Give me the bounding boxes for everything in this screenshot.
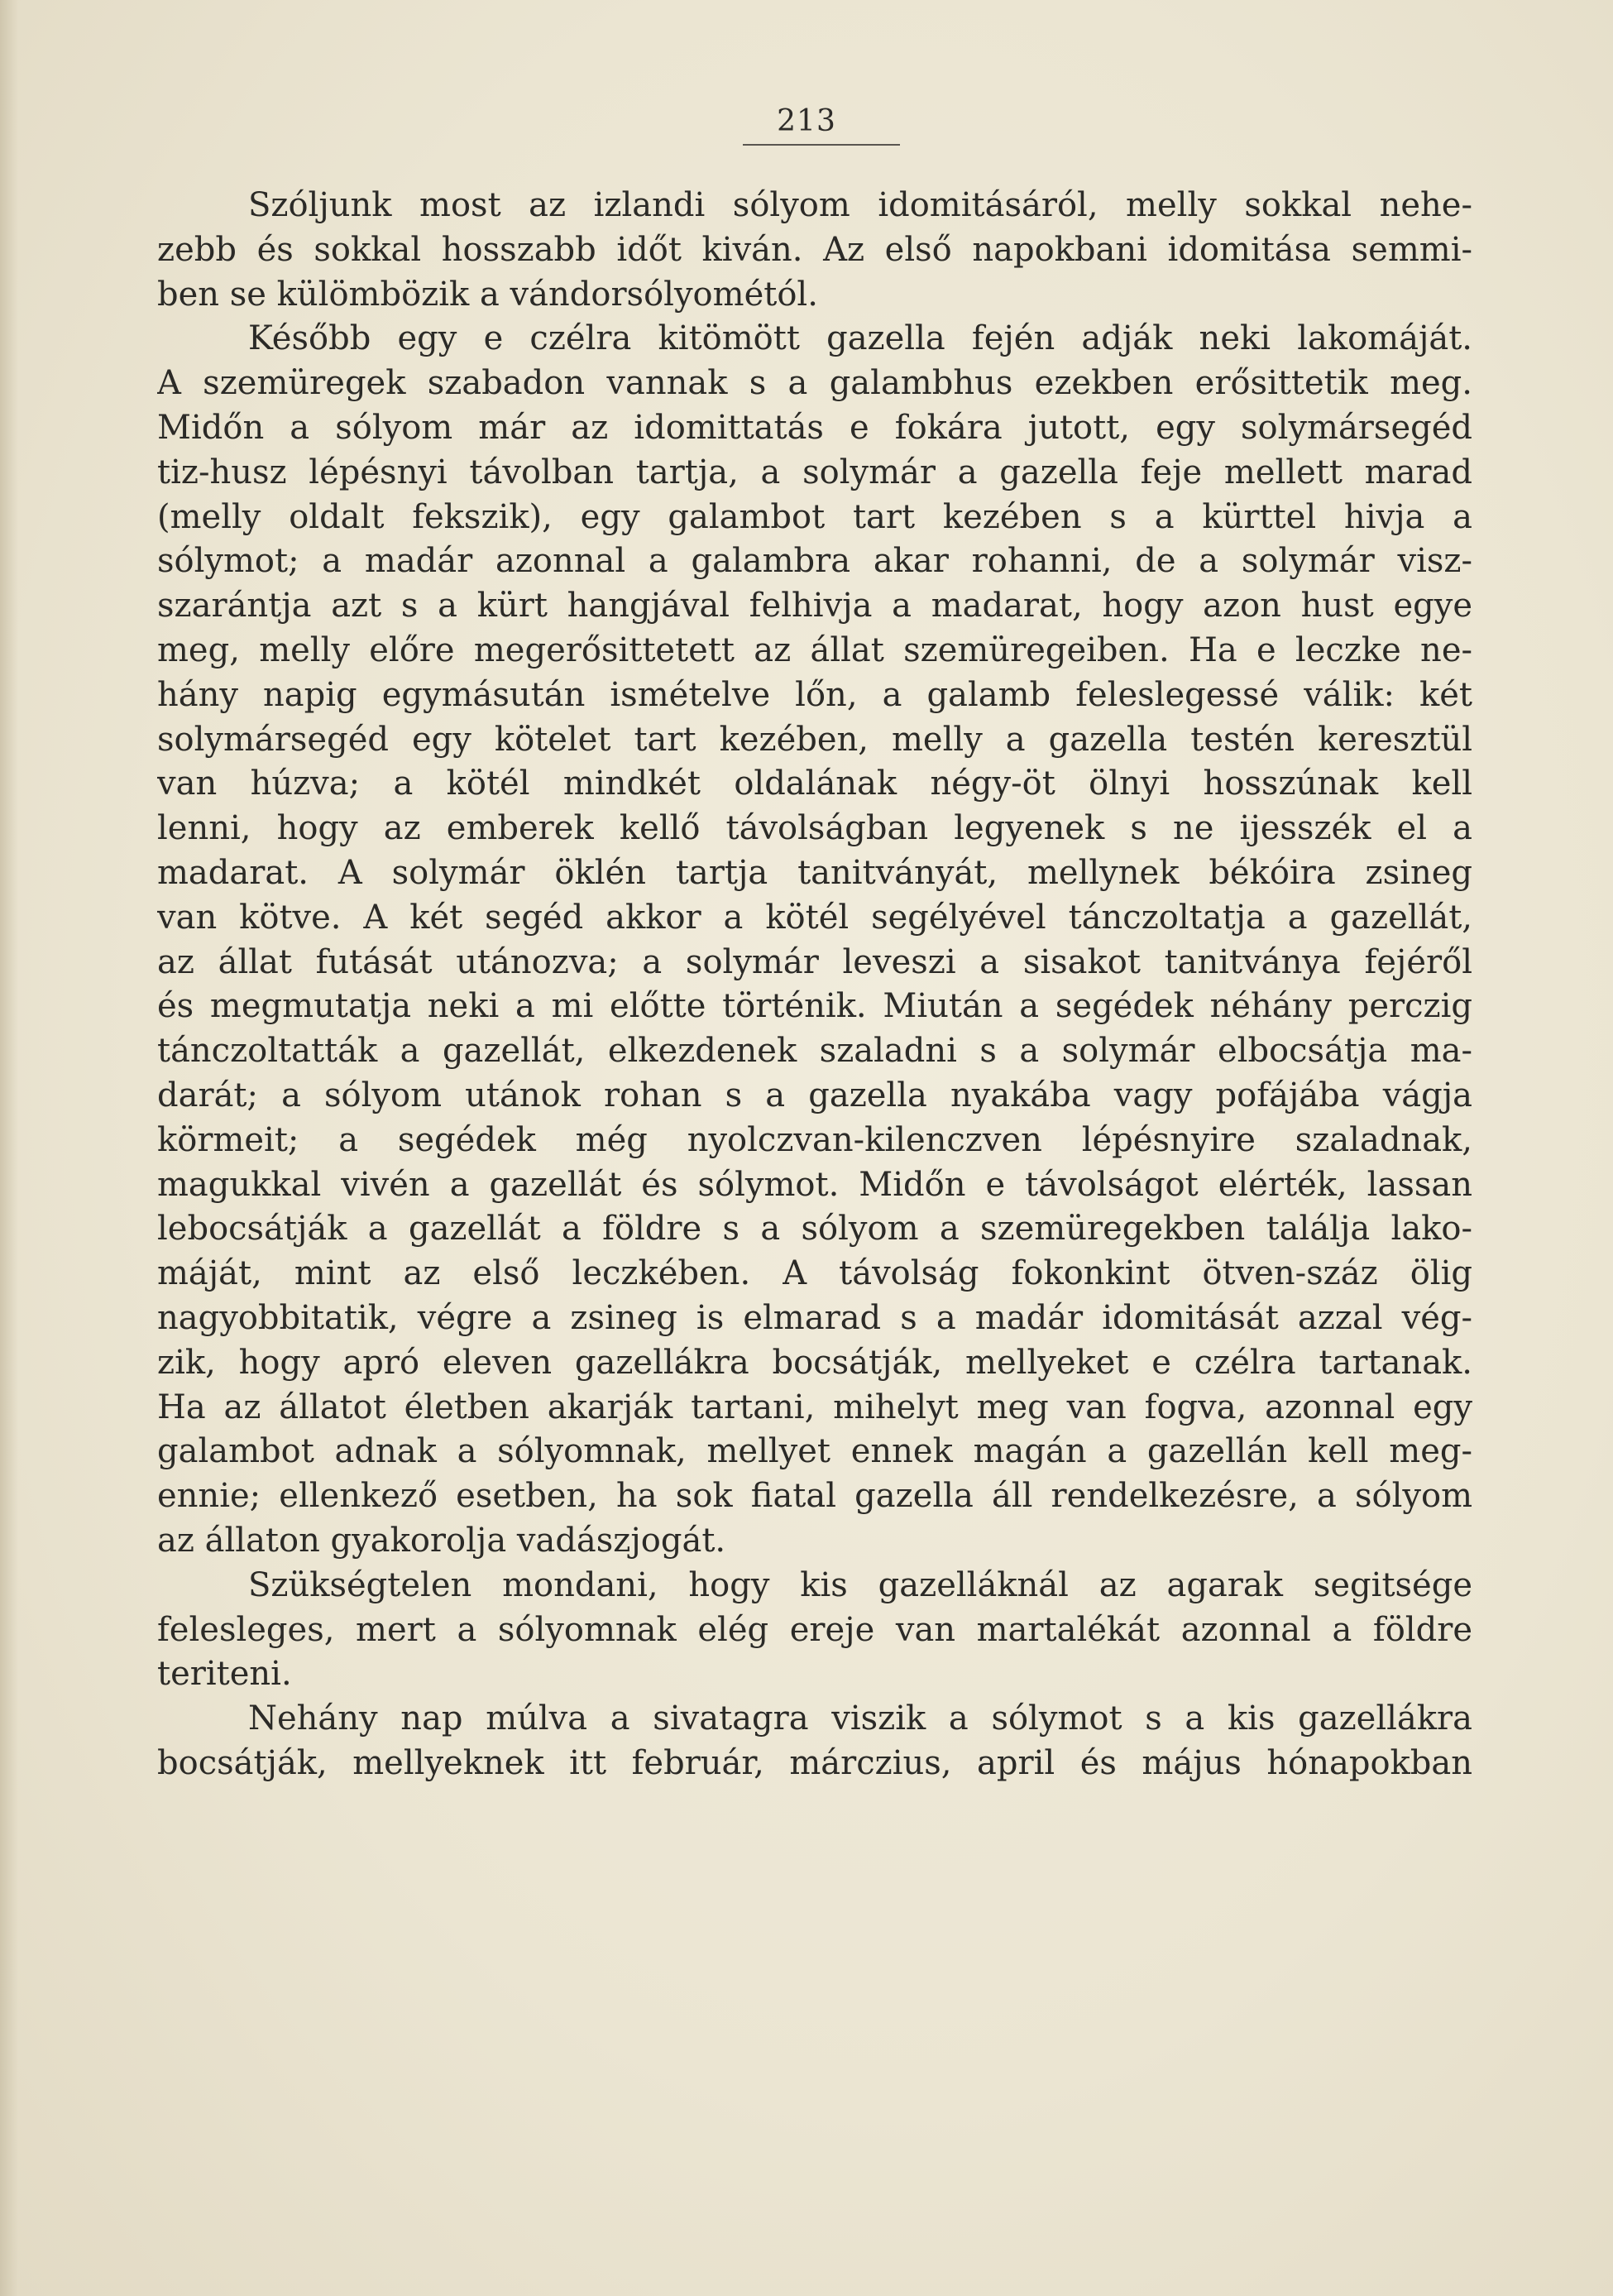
text-line: solymársegéd egy kötelet tart kezében, melly a gazella testén keresztül [157,720,1472,759]
text-line: Nehány nap múlva a sivatagra viszik a sólymot s a kis gazellákra [248,1699,1472,1738]
text-line: zik, hogy apró eleven gazellákra bocsátják, mellyeket e czélra tartanak. [157,1343,1472,1382]
text-line: van húzva; a kötél mindkét oldalának négy-öt ölnyi hosszúnak kell [157,765,1472,803]
text-line: meg, melly előre megerősittetett az állat szemüregeiben. Ha e leczke ne- [157,630,1472,669]
text-line: magukkal vivén a gazellát és sólymot. Midőn e távolságot elérték, lassan [157,1165,1472,1204]
text-line: hány napig egymásután ismételve lőn, a galamb feleslegessé válik: két [157,675,1472,714]
text-line: máját, mint az első leczkében. A távolság fokonkint ötven-száz ölig [157,1254,1472,1293]
text-line: sólymot; a madár azonnal a galambra akar rohanni, de a solymár visz- [157,542,1472,581]
text-line: az állat futását utánozva; a solymár leveszi a sisakot tanitványa fejéről [157,942,1472,981]
text-line: darát; a sólyom utánok rohan s a gazella nyakába vagy pofájába vágja [157,1076,1472,1114]
text-line: madarat. A solymár öklén tartja tanitványát, mellynek békóira zsineg [157,853,1472,892]
page-number: 213 [777,104,836,138]
page-number-rule [743,144,900,146]
text-line: tiz-husz lépésnyi távolban tartja, a solymár a gazella feje mellett marad [157,453,1472,491]
text-line: Később egy e czélra kitömött gazella fején adják neki lakomáját. [248,319,1472,358]
text-line: és megmutatja neki a mi előtte történik. Miután a segédek néhány perczig [157,987,1472,1026]
text-line: körmeit; a segédek még nyolczvan-kilenczven lépésnyire szaladnak, [157,1120,1472,1159]
text-line: bocsátják, mellyeknek itt február, márczius, april és május hónapokban [157,1743,1472,1782]
text-line: (melly oldalt fekszik), egy galambot tart kezében s a kürttel hivja a [157,497,1472,536]
text-line: galambot adnak a sólyomnak, mellyet ennek magán a gazellán kell meg- [157,1432,1472,1471]
text-line: zebb és sokkal hosszabb időt kiván. Az első napokbani idomitása semmi- [157,230,1472,269]
body-text [157,184,1472,1786]
text-line: nagyobbitatik, végre a zsineg is elmarad s a madár idomitását azzal vég- [157,1298,1472,1337]
text-line: lenni, hogy az emberek kellő távolságban legyenek s ne ijesszék el a [157,809,1472,848]
text-line: szarántja azt s a kürt hangjával felhivja a madarat, hogy azon hust egye [157,587,1472,626]
text-line: Szóljunk most az izlandi sólyom idomitásáról, melly sokkal nehe- [248,186,1472,224]
text-line: felesleges, mert a sólyomnak elég ereje van martalékát azonnal a földre [157,1610,1472,1649]
text-line: Szükségtelen mondani, hogy kis gazelláknál az agarak segitsége [248,1565,1472,1604]
text-line: Ha az állatot életben akarják tartani, mihelyt meg van fogva, azonnal egy [157,1388,1472,1426]
text-line: Midőn a sólyom már az idomittatás e fokára jutott, egy solymársegéd [157,408,1472,447]
text-line: van kötve. A két segéd akkor a kötél segélyével tánczoltatja a gazellát, [157,898,1472,937]
text-line: tánczoltatták a gazellát, elkezdenek szaladni s a solymár elbocsátja ma- [157,1032,1472,1071]
text-line: ennie; ellenkező esetben, ha sok fiatal gazella áll rendelkezésre, a sólyom [157,1477,1472,1516]
text-line: lebocsátják a gazellát a földre s a sólyom a szemüregekben találja lako- [157,1210,1472,1249]
text-line: ben se külömbözik a vándorsólyométól. [157,275,818,314]
text-line: az állaton gyakorolja vadászjogát. [157,1521,726,1560]
text-line: teriteni. [157,1655,292,1694]
page-binding-edge [0,0,18,2296]
text-line: A szemüregek szabadon vannak s a galambhus ezekben erősittetik meg. [157,364,1472,403]
